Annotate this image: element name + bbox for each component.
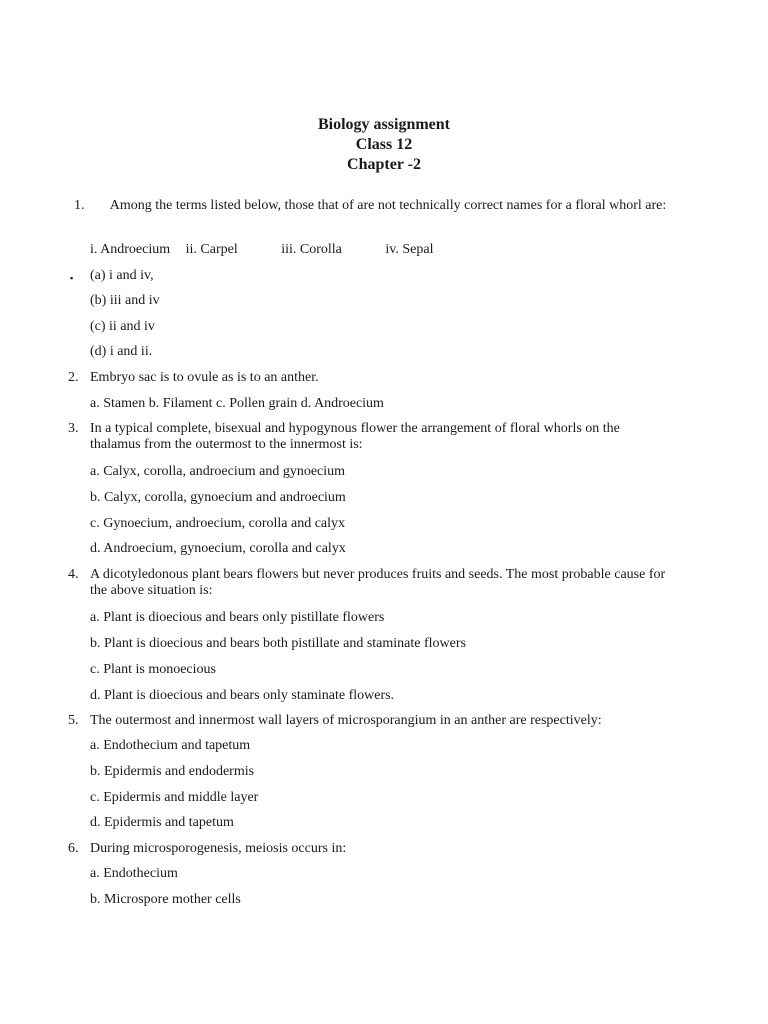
question-3-option-a: a. Calyx, corolla, androecium and gynoecium xyxy=(90,464,346,479)
question-2-text: Embryo sac is to ovule as is to an anther. xyxy=(90,370,319,385)
question-5-option-b: b. Epidermis and endodermis xyxy=(90,764,255,779)
question-5-text: The outermost and innermost wall layers of microsporangium in an anther are respectively: xyxy=(90,713,602,728)
question-3-option-c: c. Gynoecium, androecium, corolla and calyx xyxy=(90,516,346,531)
question-3-number: 3. xyxy=(68,421,79,436)
question-1-option-b: (b) iii and iv xyxy=(90,293,160,308)
question-6-number: 6. xyxy=(68,841,79,856)
question-6-option-a: a. Endothecium xyxy=(90,866,178,881)
term-1: i. Androecium xyxy=(90,242,171,257)
title-block xyxy=(0,115,768,175)
question-1 xyxy=(70,198,680,214)
question-4-option-a: a. Plant is dioecious and bears only pistillate flowers xyxy=(90,610,385,625)
question-5-number: 5. xyxy=(68,713,79,728)
question-1-number: 1. xyxy=(74,198,85,213)
question-5-option-a: a. Endothecium and tapetum xyxy=(90,738,251,753)
question-5-option-d: d. Epidermis and tapetum xyxy=(90,815,234,830)
document-chapter: Chapter -2 xyxy=(347,156,421,173)
question-1-terms xyxy=(90,242,433,258)
question-4-text: A dicotyledonous plant bears flowers but never produces fruits and seeds. The most probable cause for the above situation is: xyxy=(90,567,666,598)
question-6-option-b: b. Microspore mother cells xyxy=(90,892,241,907)
question-3-option-b: b. Calyx, corolla, gynoecium and androecium xyxy=(90,490,346,505)
question-6-text: During microsporogenesis, meiosis occurs in: xyxy=(90,841,347,856)
question-4-option-b: b. Plant is dioecious and bears both pistillate and staminate flowers xyxy=(90,636,466,651)
question-1-text: Among the terms listed below, those that of are not technically correct names for a floral whorl are: xyxy=(109,198,667,213)
question-1-option-d: (d) i and ii. xyxy=(90,344,153,359)
document-class: Class 12 xyxy=(355,136,413,153)
question-3-option-d: d. Androecium, gynoecium, corolla and calyx xyxy=(90,541,346,556)
question-4-number: 4. xyxy=(68,567,79,582)
question-1-option-c: (c) ii and iv xyxy=(90,319,155,334)
document-title: Biology assignment xyxy=(317,116,450,133)
question-3-text: In a typical complete, bisexual and hypogynous flower the arrangement of floral whorls on the thalamus from the outermost to the innermost is: xyxy=(90,421,620,452)
term-3: iii. Corolla xyxy=(281,242,342,257)
question-5-option-c: c. Epidermis and middle layer xyxy=(90,790,259,805)
bullet-icon: ▪ xyxy=(70,273,74,283)
term-4: iv. Sepal xyxy=(385,242,434,257)
question-2-options: a. Stamen b. Filament c. Pollen grain d. Androecium xyxy=(90,396,384,411)
question-1-option-a: (a) i and iv, xyxy=(90,268,154,283)
question-4-option-c: c. Plant is monoecious xyxy=(90,662,216,677)
question-4-option-d: d. Plant is dioecious and bears only staminate flowers. xyxy=(90,688,395,703)
question-2-number: 2. xyxy=(68,370,79,385)
term-2: ii. Carpel xyxy=(185,242,238,257)
